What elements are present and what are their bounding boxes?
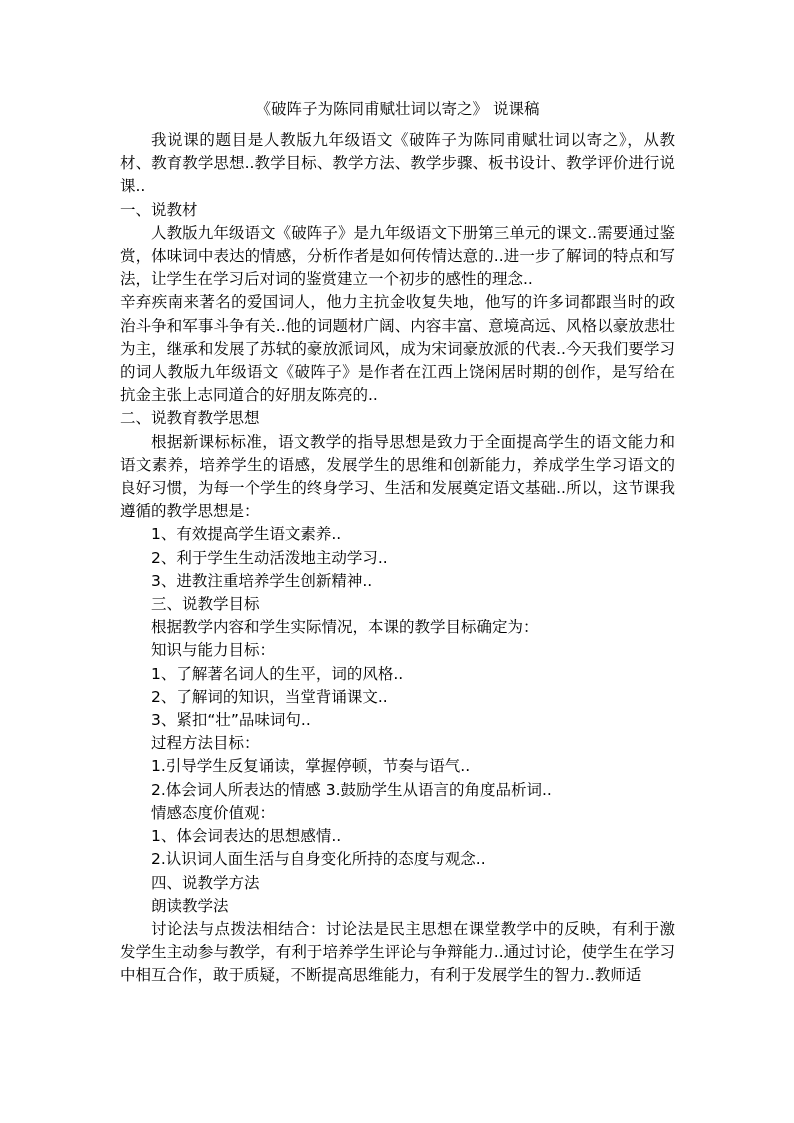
- objective-item: 2.体会词人所表达的情感 3.鼓励学生从语言的角度品析词..: [151, 780, 552, 799]
- textbook-paragraph: 人教版九年级语文《破阵子》是九年级语文下册第三单元的课文..需要通过鉴赏，体味词中表达的情感，分析作者是如何传情达意的..进一步了解词的特点和写法，让学生在学习后对词的鉴赏建立一个初步的感性的理念..: [120, 223, 675, 289]
- objective-item: 1、体会词表达的思想感情..: [151, 827, 342, 846]
- objective-item: 2.认识词人面生活与自身变化所持的态度与观念..: [151, 850, 486, 869]
- objectives-subheading-process: 过程方法目标：: [151, 734, 260, 753]
- objective-item: 1.引导学生反复诵读，掌握停顿，节奏与语气..: [151, 757, 471, 776]
- objectives-subheading-knowledge: 知识与能力目标：: [151, 641, 276, 660]
- document-title: 《破阵子为陈同甫赋壮词以寄之》 说课稿: [255, 100, 540, 118]
- objective-item: 2、了解词的知识，当堂背诵课文..: [151, 687, 388, 706]
- objectives-subheading-attitude: 情感态度价值观：: [151, 803, 276, 822]
- section-heading-teaching-thought: 二、说教育教学思想: [120, 409, 260, 428]
- teaching-thought-item: 1、有效提高学生语文素养..: [151, 525, 342, 544]
- section-heading-textbook: 一、说教材: [120, 200, 198, 219]
- objectives-intro: 根据教学内容和学生实际情况，本课的教学目标确定为：: [151, 618, 539, 637]
- section-heading-methods: 四、说教学方法: [151, 873, 260, 892]
- section-heading-objectives: 三、说教学目标: [151, 595, 260, 614]
- teaching-thought-item: 2、利于学生生动活泼地主动学习..: [151, 548, 388, 567]
- intro-paragraph: 我说课的题目是人教版九年级语文《破阵子为陈同甫赋壮词以寄之》，从教材、教育教学思想..教学目标、教学方法、教学步骤、板书设计、教学评价进行说课..: [120, 131, 675, 196]
- method-discussion-paragraph: 讨论法与点拨法相结合：讨论法是民主思想在课堂教学中的反映，有利于激发学生主动参与教学，有利于培养学生评论与争辩能力..通过讨论，使学生在学习中相互合作，敢于质疑，不断提高思维能力，有利于发展学生的智力..教师适: [120, 919, 675, 985]
- objective-item: 3、紧扣“壮”品味词句..: [151, 711, 311, 730]
- objective-item: 1、了解著名词人的生平，词的风格..: [151, 664, 404, 683]
- author-paragraph: 辛弃疾南来著名的爱国词人，他力主抗金收复失地，他写的许多词都跟当时的政治斗争和军事斗争有关..他的词题材广阔、内容丰富、意境高远、风格以豪放悲壮为主，继承和发展了苏轼的豪放派词风，成为宋词豪放派的代表..今天我们要学习的词人教版九年级语文《破阵子》是作者在江西上饶闲居时期的创作，是写给在抗金主张上志同道合的好朋友陈亮的..: [120, 293, 675, 405]
- method-subheading-reading: 朗读教学法: [151, 896, 229, 915]
- teaching-thought-paragraph: 根据新课标标准，语文教学的指导思想是致力于全面提高学生的语文能力和语文素养，培养学生的语感，发展学生的思维和创新能力，养成学生学习语文的良好习惯，为每一个学生的终身学习、生活和发展奠定语文基础..所以，这节课我遵循的教学思想是：: [120, 432, 675, 521]
- document-body: [120, 98, 675, 988]
- teaching-thought-item: 3、进教注重培养学生创新精神..: [151, 571, 373, 590]
